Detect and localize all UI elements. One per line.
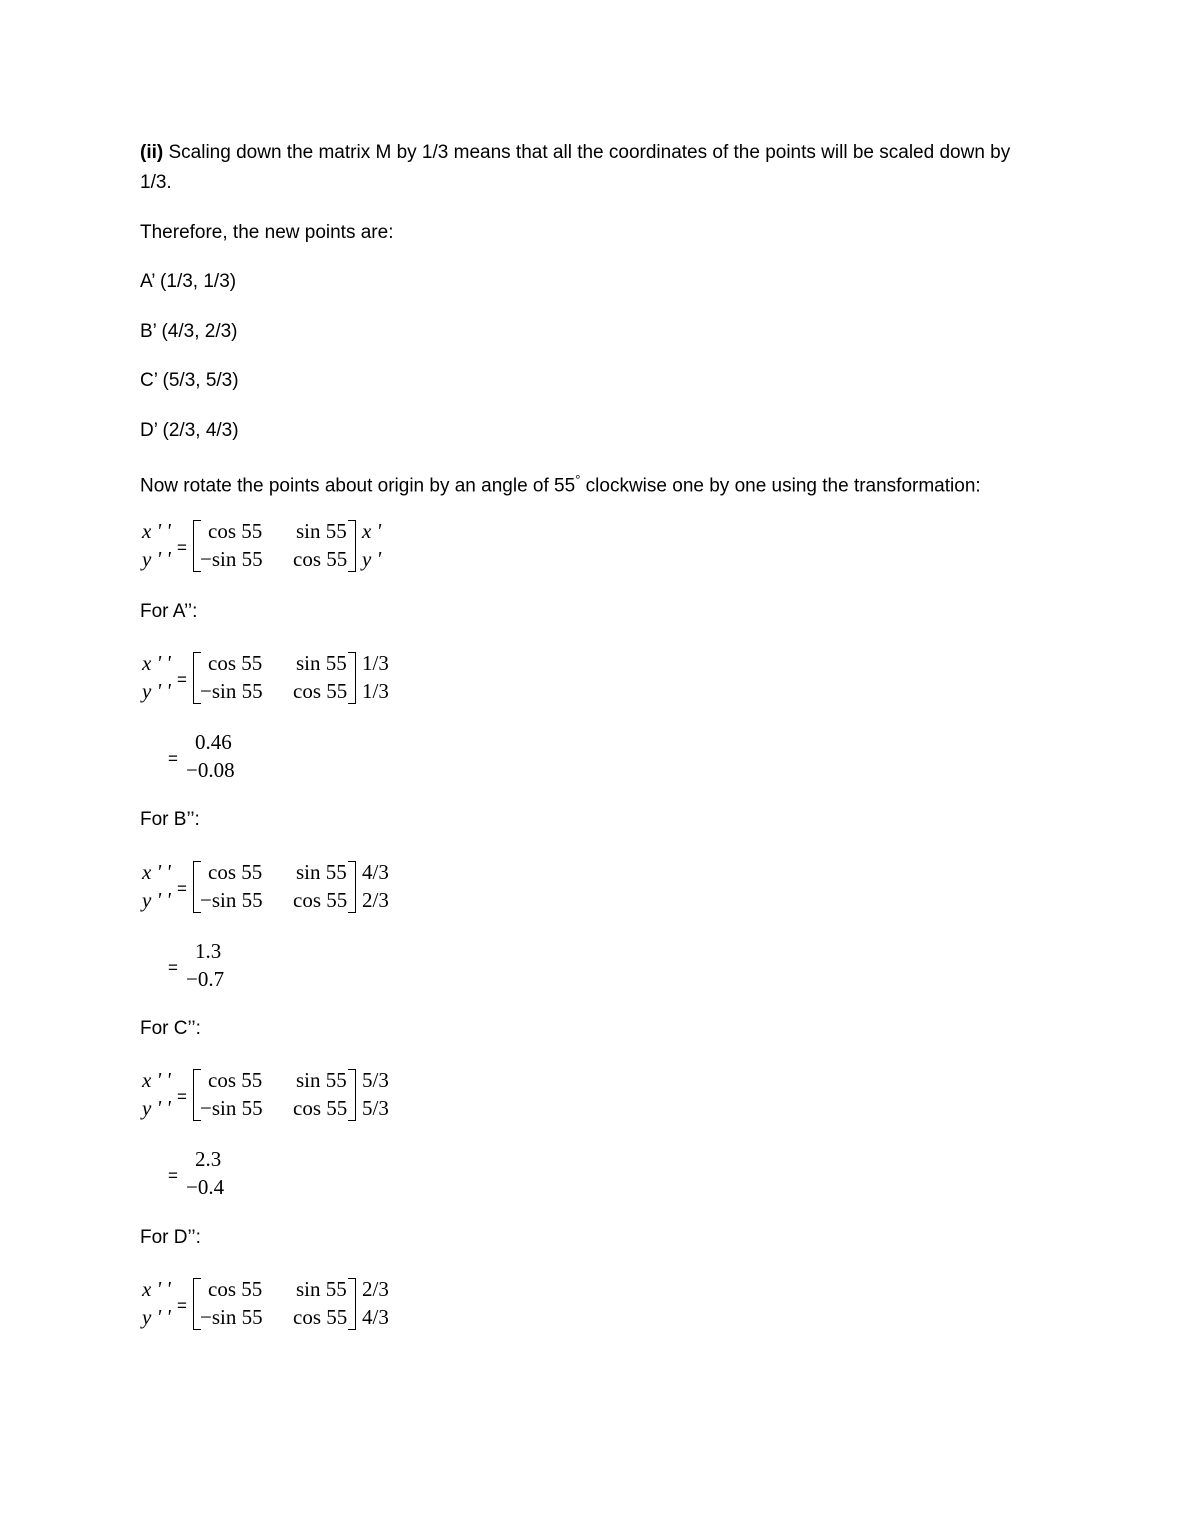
label-b: For B’’: bbox=[140, 809, 200, 830]
point-c: C’ (5/3, 5/3) bbox=[140, 370, 239, 391]
intro-text: Scaling down the matrix M by 1/3 means that all the coordinates of the points will be scaled down by bbox=[163, 142, 1011, 163]
matrix-col-1: cos 55 −sin 55 bbox=[200, 519, 263, 571]
equation-a: x ' ' y ' ' = cos 55 −sin 55 sin 55 cos 55 1/3 1/3 bbox=[142, 651, 389, 703]
lhs-vector: x ' ' y ' ' bbox=[142, 519, 171, 571]
equation-d: x ' ' y ' ' = cos 55 −sin 55 sin 55 cos 55 2/3 4/3 bbox=[142, 1277, 389, 1329]
result-c: = 2.3 −0.4 bbox=[168, 1147, 225, 1199]
point-a: A’ (1/3, 1/3) bbox=[140, 271, 237, 292]
rhs-vector: x ' y ' bbox=[362, 519, 382, 571]
label-a: For A’’: bbox=[140, 601, 198, 622]
result-a: = 0.46 −0.08 bbox=[168, 730, 235, 782]
point-b: B’ (4/3, 2/3) bbox=[140, 321, 238, 342]
part-label: (ii) bbox=[140, 142, 164, 163]
transformation-equation: x ' ' y ' ' = cos 55 −sin 55 sin 55 cos 55 x ' y ' bbox=[142, 519, 382, 571]
matrix-col-2: sin 55 cos 55 bbox=[293, 519, 348, 571]
label-c: For C’’: bbox=[140, 1018, 201, 1039]
result-b: = 1.3 −0.7 bbox=[168, 939, 225, 991]
vector-a: 1/3 1/3 bbox=[362, 651, 389, 703]
vector-d: 2/3 4/3 bbox=[362, 1277, 389, 1329]
intro-line-2: 1/3. bbox=[140, 172, 172, 193]
equation-b: x ' ' y ' ' = cos 55 −sin 55 sin 55 cos 55 4/3 2/3 bbox=[142, 860, 389, 912]
vector-b: 4/3 2/3 bbox=[362, 860, 389, 912]
point-d: D’ (2/3, 4/3) bbox=[140, 420, 239, 441]
label-d: For D’’: bbox=[140, 1227, 201, 1248]
equation-c: x ' ' y ' ' = cos 55 −sin 55 sin 55 cos 55 5/3 5/3 bbox=[142, 1068, 389, 1120]
intro-line-1 bbox=[140, 139, 1010, 167]
vector-c: 5/3 5/3 bbox=[362, 1068, 389, 1120]
therefore-text: Therefore, the new points are: bbox=[140, 222, 394, 243]
rotate-instruction: Now rotate the points about origin by an angle of 55° clockwise one by one using the transformation: bbox=[140, 472, 981, 497]
